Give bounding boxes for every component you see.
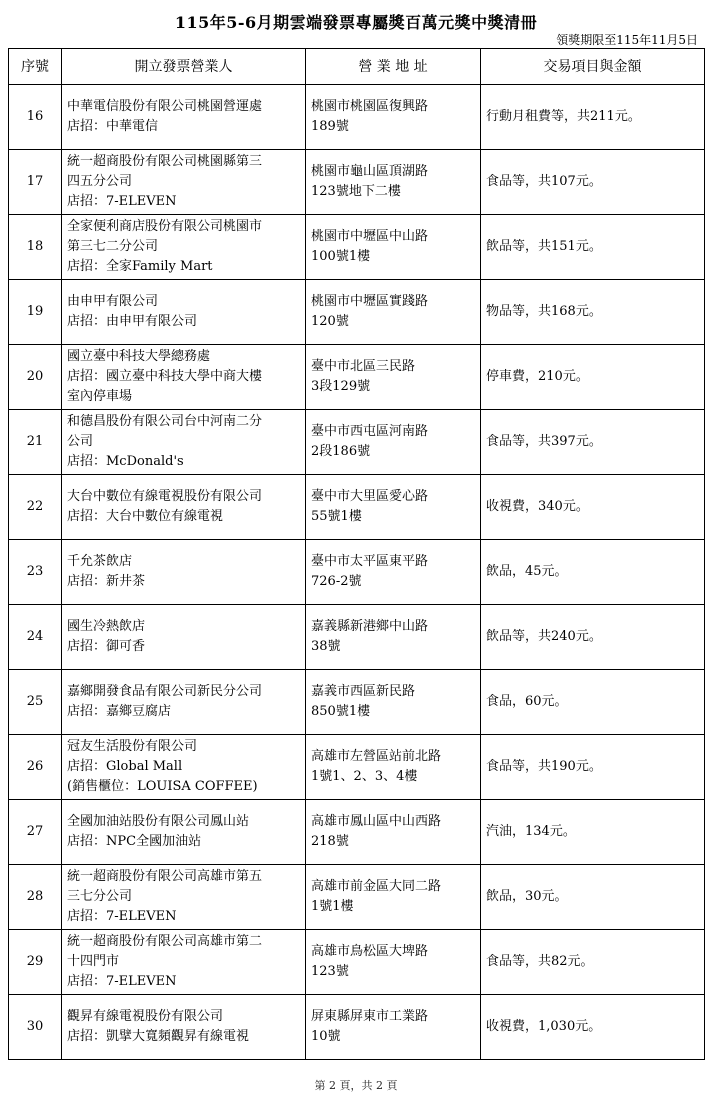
row-merchant-line: 店招：新井茶 — [67, 574, 146, 589]
row-seq: 26 — [9, 735, 62, 800]
row-merchant-line: 店招：McDonald's — [67, 454, 184, 469]
row-address — [306, 345, 481, 410]
row-address-line: 1號1樓 — [311, 899, 354, 914]
row-merchant — [62, 735, 306, 800]
row-merchant-line: 統一超商股份有限公司高雄市第五 — [67, 869, 263, 884]
row-transaction: 飲品，30元。 — [481, 865, 705, 930]
row-seq: 24 — [9, 605, 62, 670]
row-merchant-line: 公司 — [67, 434, 94, 449]
row-merchant-line: 店招：中華電信 — [67, 119, 159, 134]
row-merchant-line: 店招：NPC全國加油站 — [67, 834, 202, 849]
row-address-line: 高雄市鳥松區大埤路 — [311, 944, 429, 959]
row-address-line: 123號地下二樓 — [311, 184, 401, 199]
row-address-line: 100號1樓 — [311, 249, 371, 264]
table-row — [9, 345, 705, 410]
row-transaction: 飲品等，共240元。 — [481, 605, 705, 670]
row-merchant — [62, 280, 306, 345]
document-title: 115年5-6月期雲端發票專屬獎百萬元獎中獎清冊 — [174, 13, 538, 32]
row-transaction: 食品等，共397元。 — [481, 410, 705, 475]
row-seq: 17 — [9, 150, 62, 215]
row-address — [306, 150, 481, 215]
row-merchant-line: 店招：凱擘大寬頻觀昇有線電視 — [67, 1029, 250, 1044]
row-address — [306, 410, 481, 475]
table-row — [9, 605, 705, 670]
row-merchant — [62, 800, 306, 865]
table-row — [9, 280, 705, 345]
row-address-line: 10號 — [311, 1029, 341, 1044]
row-seq: 28 — [9, 865, 62, 930]
row-seq: 30 — [9, 995, 62, 1060]
row-address — [306, 735, 481, 800]
row-merchant-line: 中華電信股份有限公司桃園營運處 — [67, 99, 263, 114]
row-merchant-line: 四五分公司 — [67, 174, 133, 189]
row-address-line: 123號 — [311, 964, 349, 979]
row-merchant-line: 國生冷熱飲店 — [67, 619, 146, 634]
row-address-line: 120號 — [311, 314, 349, 329]
row-address-line: 臺中市太平區東平路 — [311, 554, 429, 569]
row-merchant-line: 店招：大台中數位有線電視 — [67, 509, 224, 524]
row-address — [306, 605, 481, 670]
row-address — [306, 865, 481, 930]
row-merchant — [62, 85, 306, 150]
row-merchant-line: 店招：御可香 — [67, 639, 146, 654]
row-transaction: 飲品，45元。 — [481, 540, 705, 605]
row-seq: 25 — [9, 670, 62, 735]
row-address — [306, 280, 481, 345]
row-transaction: 汽油，134元。 — [481, 800, 705, 865]
row-merchant-line: 嘉鄉開發食品有限公司新民分公司 — [67, 684, 263, 699]
row-transaction: 停車費，210元。 — [481, 345, 705, 410]
row-address-line: 2段186號 — [311, 444, 371, 459]
row-merchant — [62, 930, 306, 995]
table-row — [9, 540, 705, 605]
row-address-line: 高雄市鳳山區中山西路 — [311, 814, 442, 829]
claim-deadline: 領獎期限至115年11月5日 — [556, 33, 698, 47]
row-address-line: 桃園市中壢區中山路 — [311, 229, 429, 244]
row-transaction: 食品等，共107元。 — [481, 150, 705, 215]
row-address-line: 桃園市桃園區復興路 — [311, 99, 429, 114]
row-address-line: 臺中市北區三民路 — [311, 359, 416, 374]
row-seq: 23 — [9, 540, 62, 605]
header-address: 營 業 地 址 — [306, 49, 481, 85]
row-seq: 19 — [9, 280, 62, 345]
row-address-line: 726-2號 — [311, 574, 362, 589]
row-merchant-line: 觀昇有線電視股份有限公司 — [67, 1009, 224, 1024]
row-address-line: 55號1樓 — [311, 509, 362, 524]
row-transaction: 食品等，共190元。 — [481, 735, 705, 800]
row-merchant-line: (銷售櫃位：LOUISA COFFEE) — [67, 779, 258, 794]
row-merchant-line: 大台中數位有線電視股份有限公司 — [67, 489, 263, 504]
row-address-line: 屏東縣屏東市工業路 — [311, 1009, 429, 1024]
table-row — [9, 735, 705, 800]
row-seq: 29 — [9, 930, 62, 995]
row-merchant-line: 店招：全家Family Mart — [67, 259, 213, 274]
row-seq: 16 — [9, 85, 62, 150]
row-seq: 27 — [9, 800, 62, 865]
row-address-line: 臺中市大里區愛心路 — [311, 489, 429, 504]
table-row — [9, 150, 705, 215]
row-address-line: 高雄市左營區站前北路 — [311, 749, 442, 764]
row-address-line: 218號 — [311, 834, 349, 849]
row-merchant-line: 冠友生活股份有限公司 — [67, 739, 198, 754]
table-body — [9, 85, 705, 1060]
row-merchant-line: 店招：7-ELEVEN — [67, 909, 177, 924]
table-row — [9, 215, 705, 280]
row-merchant — [62, 605, 306, 670]
header-merchant: 開立發票營業人 — [62, 49, 306, 85]
table-row — [9, 930, 705, 995]
table-row — [9, 670, 705, 735]
header-seq: 序號 — [9, 49, 62, 85]
table-row — [9, 800, 705, 865]
row-merchant — [62, 410, 306, 475]
row-seq: 22 — [9, 475, 62, 540]
row-address — [306, 475, 481, 540]
row-merchant-line: 統一超商股份有限公司高雄市第二 — [67, 934, 263, 949]
row-merchant-line: 店招：國立臺中科技大學中商大樓 — [67, 369, 263, 384]
row-address-line: 桃園市中壢區實踐路 — [311, 294, 429, 309]
row-transaction: 收視費，340元。 — [481, 475, 705, 540]
row-merchant-line: 店招：7-ELEVEN — [67, 974, 177, 989]
row-address — [306, 995, 481, 1060]
table-row — [9, 995, 705, 1060]
row-address — [306, 670, 481, 735]
row-merchant-line: 店招：Global Mall — [67, 759, 183, 774]
table-header-row — [9, 49, 705, 85]
row-transaction: 收視費，1,030元。 — [481, 995, 705, 1060]
row-address — [306, 215, 481, 280]
row-transaction: 行動月租費等，共211元。 — [481, 85, 705, 150]
row-merchant — [62, 215, 306, 280]
row-transaction: 飲品等，共151元。 — [481, 215, 705, 280]
row-merchant-line: 統一超商股份有限公司桃園縣第三 — [67, 154, 263, 169]
row-transaction: 食品，60元。 — [481, 670, 705, 735]
row-merchant — [62, 865, 306, 930]
row-address — [306, 540, 481, 605]
row-address-line: 1號1、2、3、4樓 — [311, 769, 418, 784]
header-transaction: 交易項目與金額 — [481, 49, 705, 85]
row-address — [306, 85, 481, 150]
row-merchant-line: 由申甲有限公司 — [67, 294, 159, 309]
row-merchant — [62, 540, 306, 605]
row-merchant — [62, 345, 306, 410]
row-merchant-line: 十四門市 — [67, 954, 120, 969]
row-address-line: 高雄市前金區大同二路 — [311, 879, 442, 894]
row-merchant-line: 店招：7-ELEVEN — [67, 194, 177, 209]
row-merchant-line: 三七分公司 — [67, 889, 133, 904]
row-address-line: 189號 — [311, 119, 349, 134]
row-merchant-line: 第三七二分公司 — [67, 239, 159, 254]
row-transaction: 食品等，共82元。 — [481, 930, 705, 995]
row-merchant — [62, 150, 306, 215]
row-address-line: 3段129號 — [311, 379, 371, 394]
row-merchant — [62, 475, 306, 540]
row-seq: 18 — [9, 215, 62, 280]
row-merchant-line: 店招：嘉鄉豆腐店 — [67, 704, 172, 719]
row-address-line: 臺中市西屯區河南路 — [311, 424, 429, 439]
row-address — [306, 800, 481, 865]
row-transaction: 物品等，共168元。 — [481, 280, 705, 345]
table-row — [9, 865, 705, 930]
row-address — [306, 930, 481, 995]
row-seq: 21 — [9, 410, 62, 475]
winners-table — [8, 48, 705, 1060]
table-row — [9, 410, 705, 475]
row-address-line: 嘉義縣新港鄉中山路 — [311, 619, 429, 634]
row-merchant-line: 全家便利商店股份有限公司桃園市 — [67, 219, 263, 234]
row-address-line: 桃園市龜山區頂湖路 — [311, 164, 429, 179]
table-row — [9, 85, 705, 150]
row-merchant-line: 和德昌股份有限公司台中河南二分 — [67, 414, 263, 429]
row-merchant — [62, 670, 306, 735]
row-merchant — [62, 995, 306, 1060]
row-merchant-line: 室內停車場 — [67, 389, 133, 404]
row-address-line: 嘉義市西區新民路 — [311, 684, 416, 699]
row-address-line: 850號1樓 — [311, 704, 371, 719]
page-footer: 第 2 頁，共 2 頁 — [314, 1079, 398, 1092]
row-merchant-line: 全國加油站股份有限公司鳳山站 — [67, 814, 250, 829]
row-merchant-line: 千允茶飲店 — [67, 554, 133, 569]
row-merchant-line: 國立臺中科技大學總務處 — [67, 349, 211, 364]
table-row — [9, 475, 705, 540]
row-seq: 20 — [9, 345, 62, 410]
row-merchant-line: 店招：由申甲有限公司 — [67, 314, 198, 329]
row-address-line: 38號 — [311, 639, 341, 654]
